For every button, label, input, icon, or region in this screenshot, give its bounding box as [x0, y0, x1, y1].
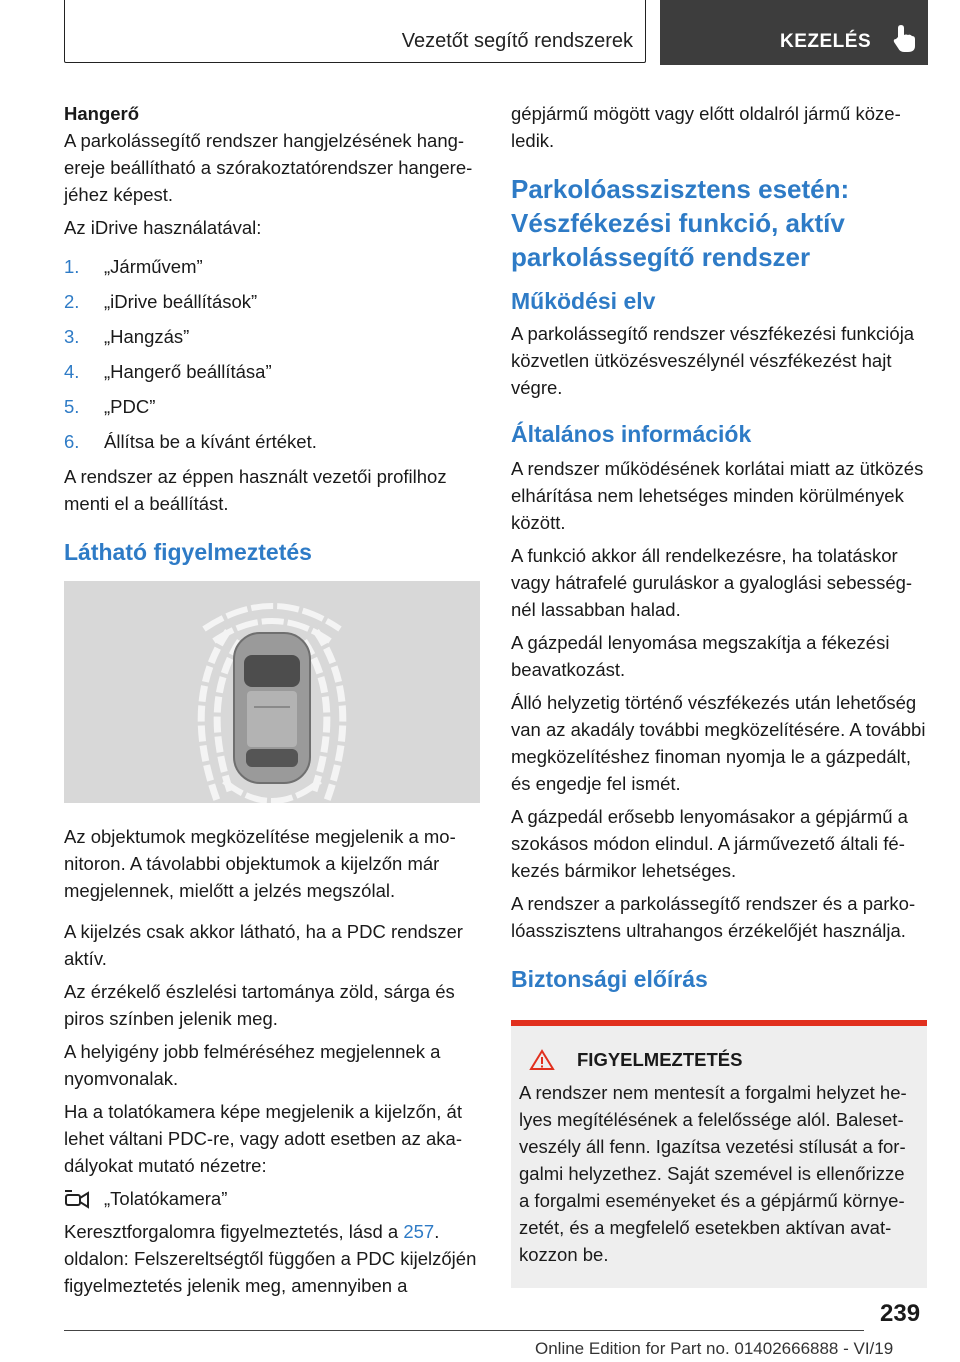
list-item: 5. „PDC” [64, 396, 156, 417]
camera-item [64, 1185, 480, 1212]
visual-text-2: A kijelzés csak akkor látható, ha a PDC rendszer aktív. [64, 921, 463, 969]
list-item: 1. „Járművem” [64, 256, 203, 277]
general-text-6: A rendszer a parkolássegítő rendszer és a parkolóasszisztens ultrahangos érzékelőjét használja. [511, 893, 916, 941]
general-text-3: A gázpedál lenyomása megszakítja a fékezési beavatkozást. [511, 632, 890, 680]
page-link[interactable]: 257 [403, 1221, 435, 1242]
pdc-illustration [64, 581, 480, 803]
list-item: 6. Állítsa be a kívánt értéket. [64, 431, 317, 452]
list-item: 4. „Hangerő beállítása” [64, 361, 272, 382]
list-item: 3. „Hangzás” [64, 326, 190, 347]
visual-text-1: Az objektumok megközelítése megjelenik a monitoron. A távolabbi objektumok a kijelzőn már megjelennek, mielőtt a jelzés megszólal. [64, 826, 456, 901]
general-heading: Általános információk [511, 421, 752, 447]
car-sensor-image [64, 581, 480, 803]
profile-text: A rendszer az éppen használt vezetői profilhoz menti el a beállítást. [64, 466, 447, 514]
continuation-text: gépjármű mögött vagy előtt oldalról jármű közeledik. [511, 103, 901, 151]
chapter-title: KEZELÉS [780, 31, 872, 52]
section-title: Vezetőt segítő rendszerek [401, 30, 633, 52]
principle-text: A parkolássegítő rendszer vészfékezési funkciója közvetlen ütközésveszélynél vészfékezést hajt végre. [511, 323, 915, 398]
visual-warning-heading: Látható figyelmeztetés [64, 539, 312, 565]
camera-label: „Tolatókamera” [104, 1188, 228, 1209]
general-text-1: A rendszer működésének korlátai miatt az ütközés elhárítása nem lehetséges minden körülmények között. [511, 458, 924, 533]
footer-text: Online Edition for Part no. 01402666888 - VI/19 [535, 1339, 894, 1358]
general-text-2: A funkció akkor áll rendelkezésre, ha tolatáskor vagy hátrafelé guruláskor a gyaloglási sebességnél lassabban halad. [511, 545, 913, 620]
safety-heading: Biztonsági előírás [511, 966, 708, 992]
principle-heading: Működési elv [511, 288, 656, 314]
section-tab [64, 0, 646, 63]
visual-text-3: Az érzékelő észlelési tartománya zöld, sárga és piros színben jelenik meg. [64, 981, 455, 1029]
list-item: 2. „iDrive beállítások” [64, 291, 258, 312]
volume-text: A parkolássegítő rendszer hangjelzésének hangereje beállítható a szórakoztatórendszer hangerejéhez képest. [64, 130, 473, 205]
visual-text-5: Ha a tolatókamera képe megjelenik a kijelzőn, át lehet váltani PDC-re, vagy adott esetben az akadályokat mutató nézetre: [64, 1101, 462, 1176]
footer-divider [64, 1330, 864, 1331]
right-column [511, 100, 927, 1288]
general-text-5: A gázpedál erősebb lenyomásakor a gépjármű a szokásos módon elindul. A járművezető általi fékezés bármikor lehetséges. [511, 806, 908, 881]
idrive-intro: Az iDrive használatával: [64, 217, 262, 238]
general-text-4: Álló helyzetig történő vészfékezés után lehetőség van az akadály további megközelítésére. A további megközelítéshez finoman nyomja le a gázpedált, és engedje fel ismét. [511, 692, 926, 794]
left-column [64, 100, 480, 1305]
chapter-tab [660, 0, 928, 65]
page-number: 239 [880, 1300, 921, 1327]
cross-traffic-text: Keresztforgalomra figyelmeztetés, lásd a 257. oldalon: Felszereltségtől függően a PDC kijelzőjén figyelmeztetés jelenik meg, amennyiben a [64, 1221, 477, 1296]
main-heading: Parkolóasszisztens esetén: Vészfékezési funkció, aktív parkolássegítő rendszer [511, 174, 850, 272]
steps-list [64, 253, 480, 455]
visual-text-4: A helyigény jobb felméréséhez megjelennek a nyomvonalak. [64, 1041, 441, 1089]
warning-title: FIGYELMEZTETÉS [519, 1046, 919, 1073]
volume-heading: Hangerő [64, 103, 140, 124]
warning-triangle-icon [529, 1049, 555, 1071]
warning-box [511, 1020, 927, 1288]
warning-text: A rendszer nem mentesít a forgalmi helyzet helyes megítélésének a felelőssége alól. Balesetveszély áll fenn. Igazítsa vezetési stílusát a forgalmi helyzethez. Saját szemével is ellenőrizze a forgalmi eseményeket és a gépjármű környezetét, és a megfelelő esetekben aktívan avatkozzon be. [519, 1082, 907, 1265]
hand-pointer-icon [892, 25, 918, 53]
page-header [64, 0, 928, 65]
rear-camera-icon [64, 1189, 90, 1209]
